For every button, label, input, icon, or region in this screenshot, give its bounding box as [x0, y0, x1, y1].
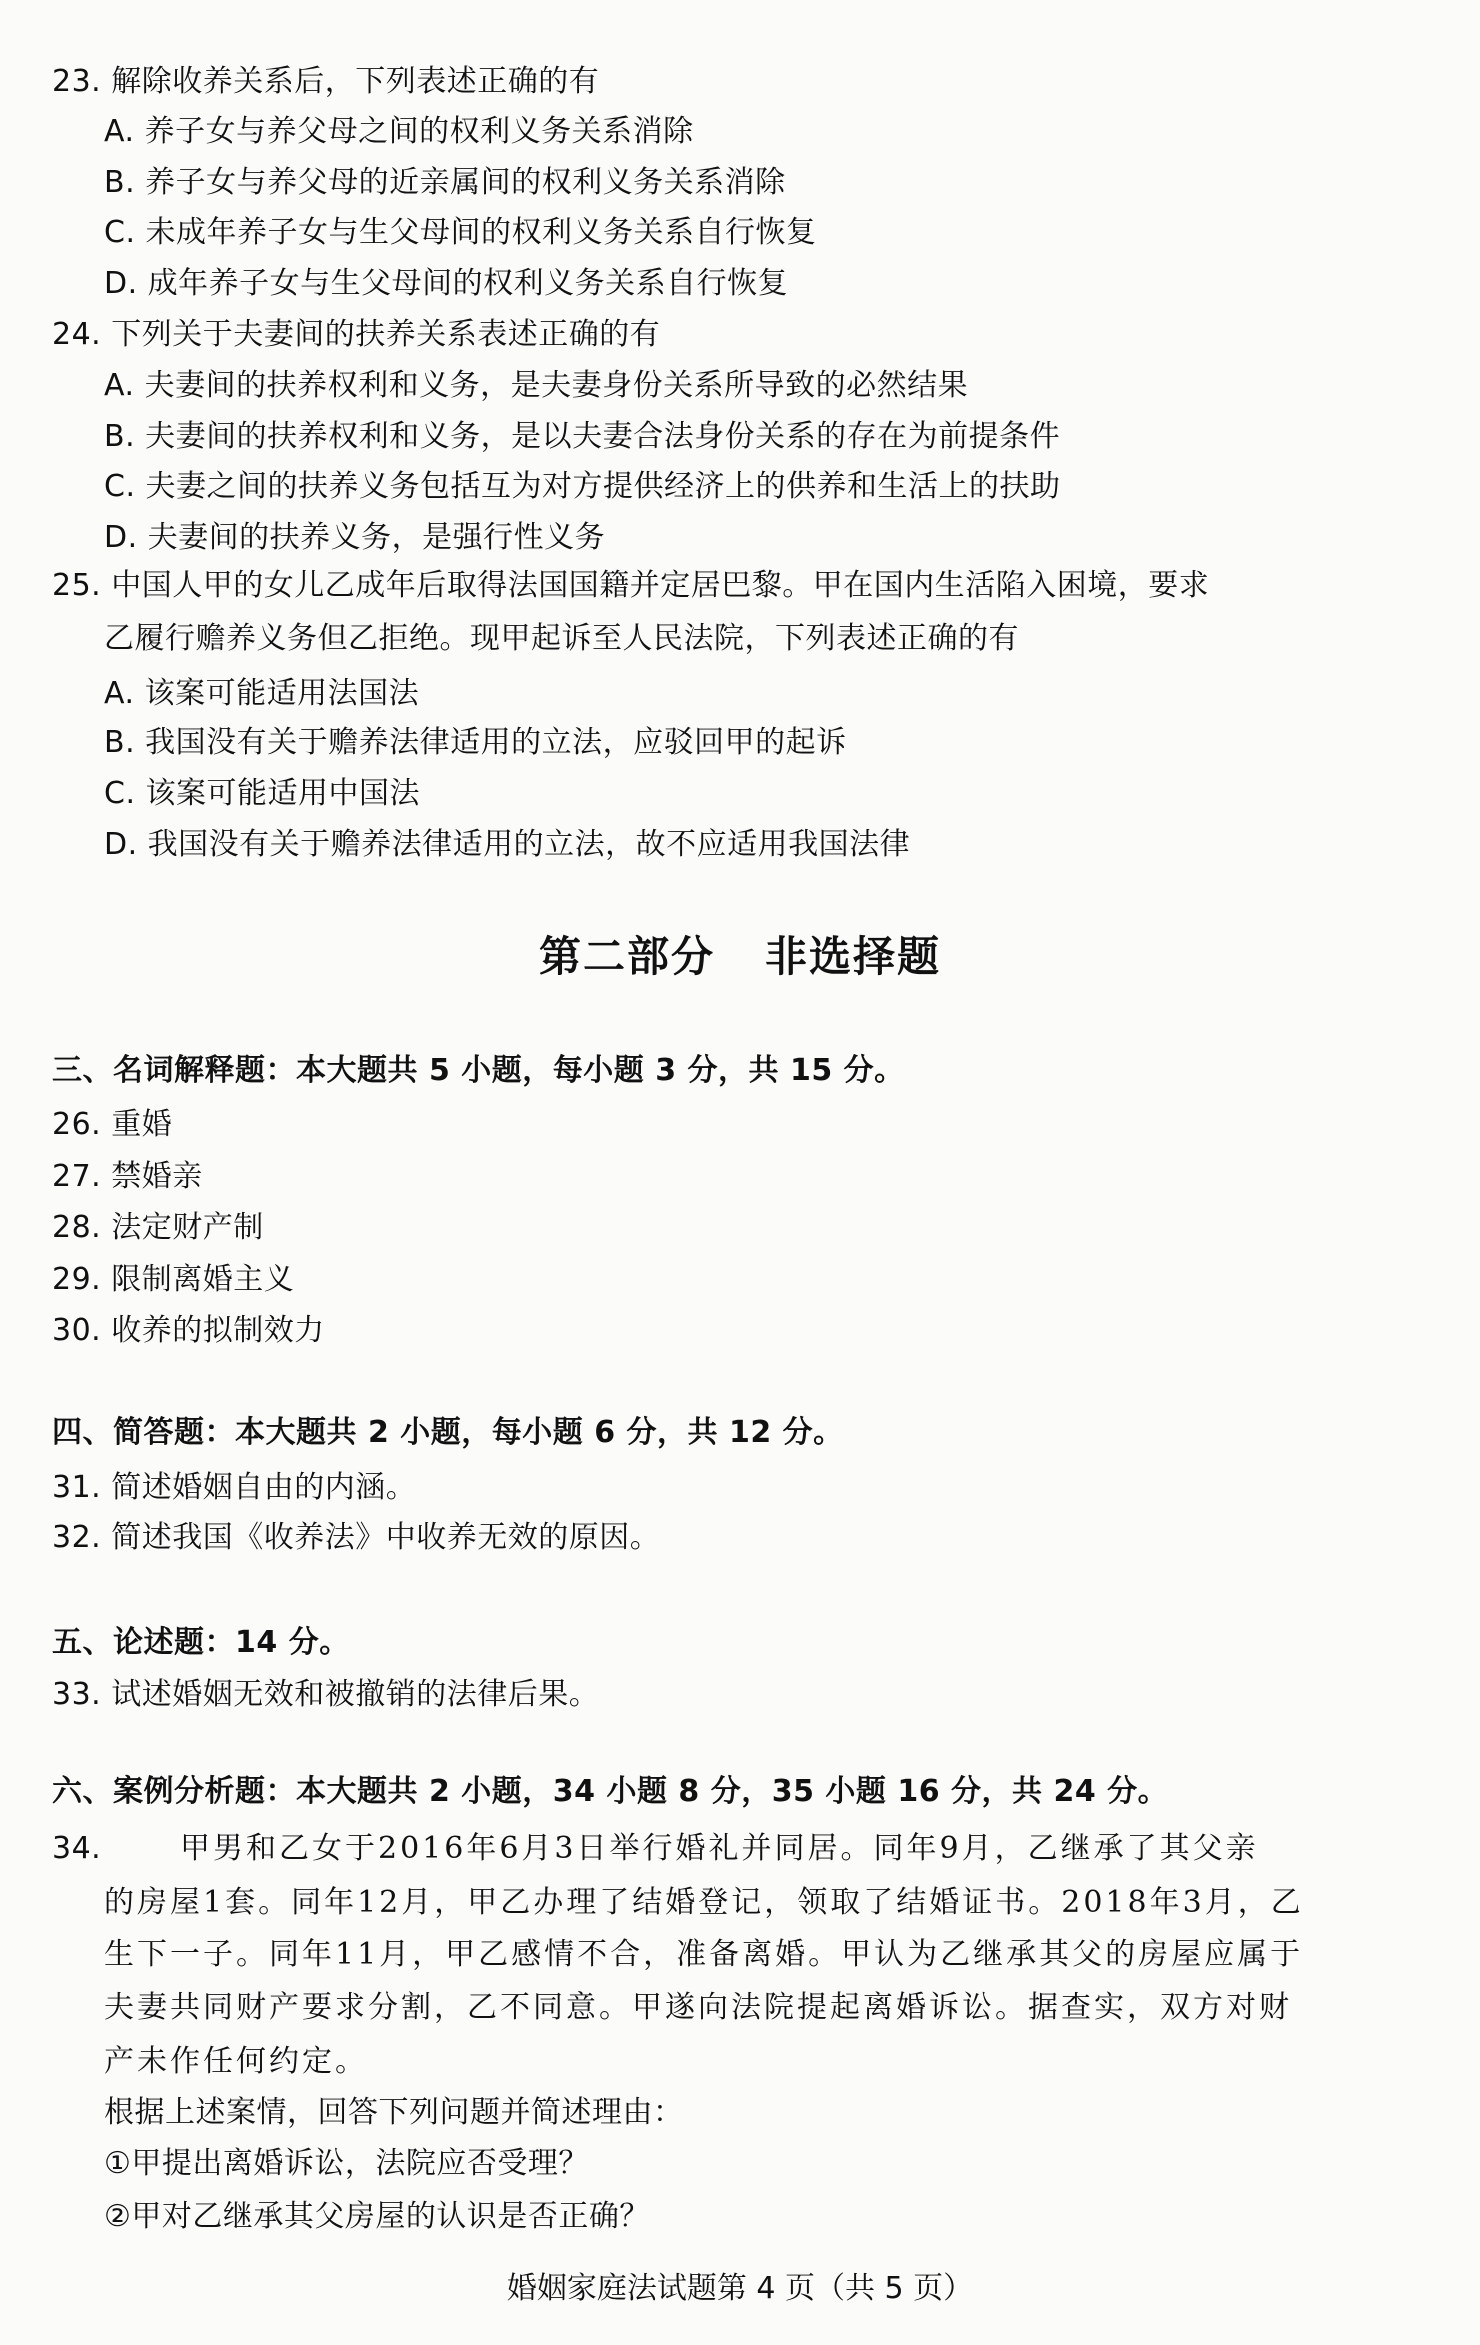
question-24-stem: 24. 下列关于夫妻间的扶养关系表述正确的有 [52, 317, 661, 352]
question-33: 33. 试述婚姻无效和被撤销的法律后果。 [52, 1677, 600, 1712]
question-25-option-a: A. 该案可能适用法国法 [104, 676, 420, 711]
question-34-number: 34. [52, 1831, 102, 1866]
question-23-option-b: B. 养子女与养父母的近亲属间的权利义务关系消除 [104, 165, 786, 200]
question-23-option-a: A. 养子女与养父母之间的权利义务关系消除 [104, 114, 694, 149]
part-title-left: 第二部分 [538, 932, 715, 981]
section-4-heading: 四、简答题：本大题共 2 小题，每小题 6 分，共 12 分。 [52, 1415, 844, 1450]
section-6-heading: 六、案例分析题：本大题共 2 小题，34 小题 8 分，35 小题 16 分，共 24 分。 [52, 1774, 1169, 1809]
question-29: 29. 限制离婚主义 [52, 1262, 295, 1297]
part-title [0, 931, 1480, 983]
question-25-option-c: C. 该案可能适用中国法 [104, 776, 421, 811]
question-28: 28. 法定财产制 [52, 1210, 264, 1245]
question-31: 31. 简述婚姻自由的内涵。 [52, 1470, 417, 1505]
question-23-stem: 23. 解除收养关系后，下列表述正确的有 [52, 64, 600, 99]
page-footer: 婚姻家庭法试题第 4 页（共 5 页） [506, 2271, 974, 2306]
question-32: 32. 简述我国《收养法》中收养无效的原因。 [52, 1520, 661, 1555]
question-25-option-b: B. 我国没有关于赡养法律适用的立法，应驳回甲的起诉 [104, 725, 847, 760]
case-text-line2: 的房屋1套。同年12月，甲乙办理了结婚登记，领取了结婚证书。2018年3月，乙 [104, 1885, 1304, 1920]
question-30: 30. 收养的拟制效力 [52, 1313, 325, 1348]
question-23-option-d: D. 成年养子女与生父母间的权利义务关系自行恢复 [104, 266, 789, 301]
question-27: 27. 禁婚亲 [52, 1159, 203, 1194]
question-23-option-c: C. 未成年养子女与生父母间的权利义务关系自行恢复 [104, 215, 817, 250]
case-prompt: 根据上述案情，回答下列问题并简述理由： [104, 2095, 684, 2130]
case-text-line5: 产未作任何约定。 [104, 2044, 368, 2079]
case-text-line1: 甲男和乙女于2016年6月3日举行婚礼并同居。同年9月，乙继承了其父亲 [180, 1831, 1259, 1866]
question-25-stem-line2: 乙履行赡养义务但乙拒绝。现甲起诉至人民法院，下列表述正确的有 [104, 621, 1019, 656]
section-5-heading: 五、论述题：14 分。 [52, 1625, 350, 1660]
subquestion-2: ②甲对乙继承其父房屋的认识是否正确？ [104, 2199, 650, 2234]
subquestion-1: ①甲提出离婚诉讼，法院应否受理？ [104, 2146, 589, 2181]
question-25-option-d: D. 我国没有关于赡养法律适用的立法，故不应适用我国法律 [104, 827, 911, 862]
question-24-option-a: A. 夫妻间的扶养权利和义务，是夫妻身份关系所导致的必然结果 [104, 368, 969, 403]
question-24-option-b: B. 夫妻间的扶养权利和义务，是以夫妻合法身份关系的存在为前提条件 [104, 419, 1061, 454]
question-24-option-c: C. 夫妻之间的扶养义务包括互为对方提供经济上的供养和生活上的扶助 [104, 469, 1061, 504]
case-text-line4: 夫妻共同财产要求分割，乙不同意。甲遂向法院提起离婚诉讼。据查实，双方对财 [104, 1990, 1292, 2025]
part-title-right: 非选择题 [765, 932, 942, 981]
question-26: 26. 重婚 [52, 1107, 173, 1142]
section-3-heading: 三、名词解释题：本大题共 5 小题，每小题 3 分，共 15 分。 [52, 1053, 905, 1088]
question-25-stem-line1: 25. 中国人甲的女儿乙成年后取得法国国籍并定居巴黎。甲在国内生活陷入困境，要求 [52, 568, 1210, 603]
question-24-option-d: D. 夫妻间的扶养义务，是强行性义务 [104, 520, 606, 555]
case-text-line3: 生下一子。同年11月，甲乙感情不合，准备离婚。甲认为乙继承其父的房屋应属于 [104, 1937, 1304, 1972]
